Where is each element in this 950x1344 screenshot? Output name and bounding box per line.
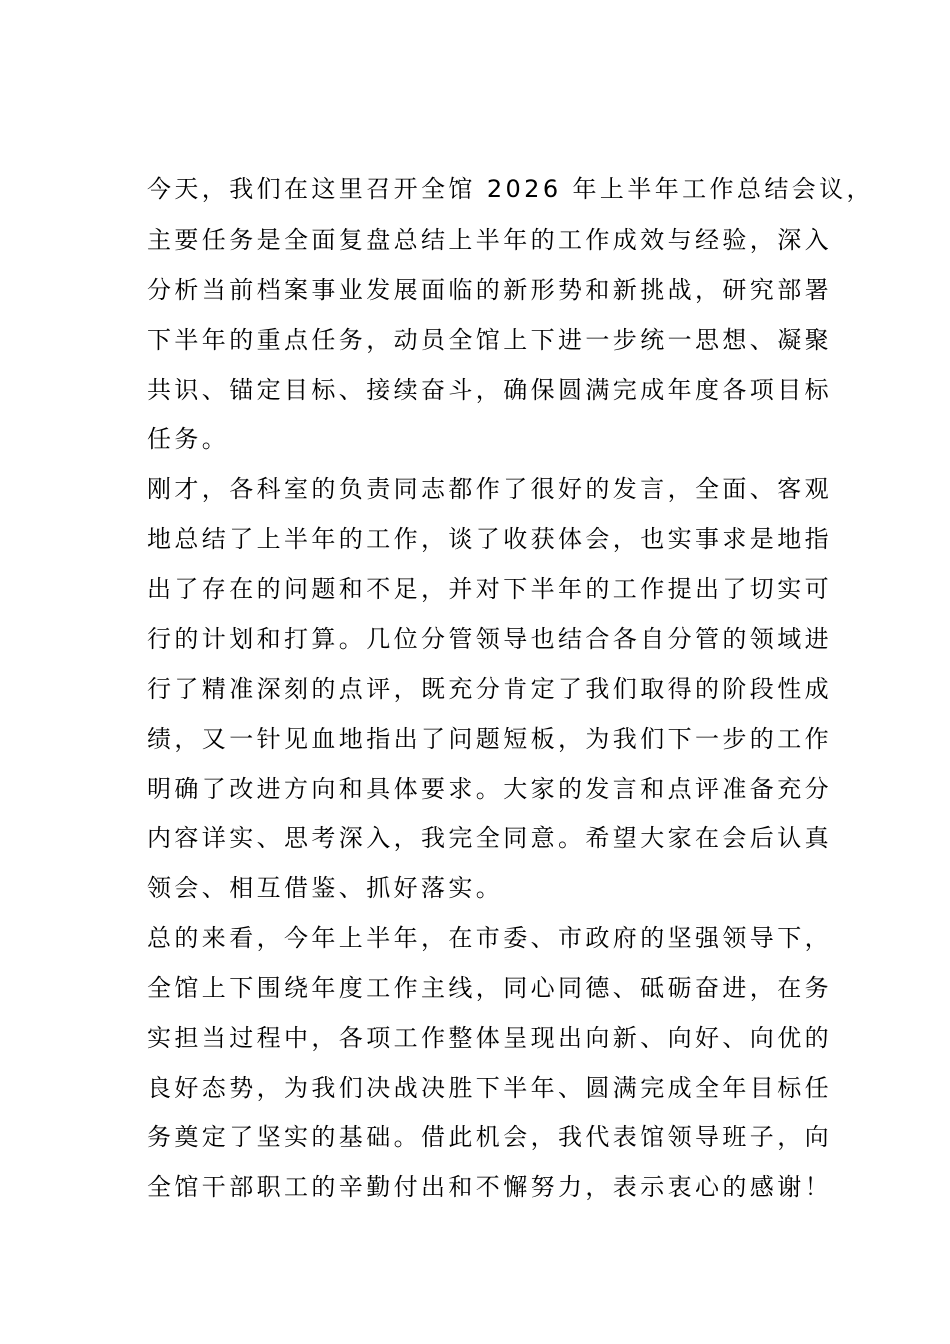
body-line: 主要任务是全面复盘总结上半年的工作成效与经验，深入 xyxy=(147,226,832,254)
body-line: 实担当过程中，各项工作整体呈现出向新、向好、向优的 xyxy=(147,1024,832,1052)
body-line: 共识、锚定目标、接续奋斗，确保圆满完成年度各项目标 xyxy=(147,376,832,404)
body-line: 全馆上下围绕年度工作主线，同心同德、砥砺奋进，在务 xyxy=(147,974,832,1002)
body-line: 分析当前档案事业发展面临的新形势和新挑战，研究部署 xyxy=(147,276,832,304)
body-line: 良好态势，为我们决战决胜下半年、圆满完成全年目标任 xyxy=(147,1074,832,1102)
body-line: 行了精准深刻的点评，既充分肯定了我们取得的阶段性成 xyxy=(147,675,832,703)
body-line: 内容详实、思考深入，我完全同意。希望大家在会后认真 xyxy=(147,824,832,852)
body-line: 务奠定了坚实的基础。借此机会，我代表馆领导班子，向 xyxy=(147,1123,832,1151)
body-line: 刚才，各科室的负责同志都作了很好的发言，全面、客观 xyxy=(147,475,832,503)
body-line: 明确了改进方向和具体要求。大家的发言和点评准备充分 xyxy=(147,775,832,803)
body-line: 任务。 xyxy=(147,425,230,453)
body-line: 绩，又一针见血地指出了问题短板，为我们下一步的工作 xyxy=(147,725,832,753)
body-line: 领会、相互借鉴、抓好落实。 xyxy=(147,874,504,902)
body-line: 出了存在的问题和不足，并对下半年的工作提出了切实可 xyxy=(147,575,832,603)
body-line: 今天，我们在这里召开全馆 2026 年上半年工作总结会议， xyxy=(147,175,874,203)
body-line: 下半年的重点任务，动员全馆上下进一步统一思想、凝聚 xyxy=(147,326,832,354)
body-line: 地总结了上半年的工作，谈了收获体会，也实事求是地指 xyxy=(147,525,832,553)
body-line: 行的计划和打算。几位分管领导也结合各自分管的领域进 xyxy=(147,625,832,653)
body-line: 全馆干部职工的辛勤付出和不懈努力，表示衷心的感谢！ xyxy=(147,1173,832,1201)
body-line: 总的来看，今年上半年，在市委、市政府的坚强领导下， xyxy=(147,924,832,952)
document-title xyxy=(0,122,950,162)
